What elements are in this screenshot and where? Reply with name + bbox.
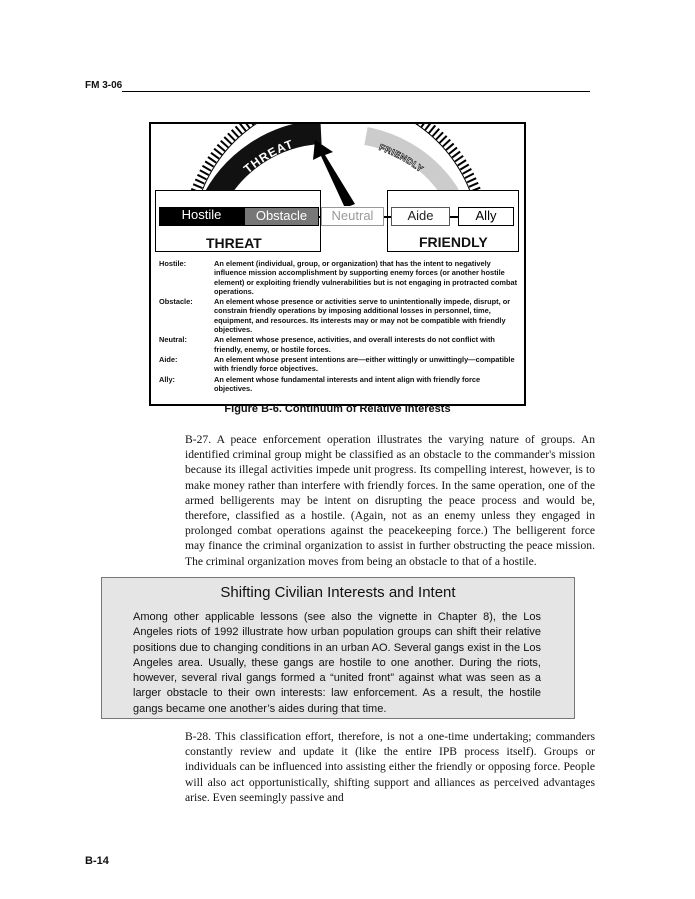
definition-text: An element whose presence or activities serve to unintentionally impede, disrupt, or constrain friendly operations by imposing additional losses in personnel, time, equipment, and resources. Its interests may or may not be compatible with friendly objectives. [214,297,511,335]
header-rule [122,91,590,92]
definition-row [159,335,519,354]
category-aide: Aide [391,207,450,226]
definition-term: Obstacle: [159,297,193,307]
page-number: B-14 [85,855,109,867]
definition-text: An element whose present intentions are—either wittingly or unwittingly—compatible with friendly force objectives. [214,354,515,374]
definition-row [159,375,519,394]
group-label-threat: THREAT [206,235,262,251]
dial-friendly-text: FRIENDLY [377,142,426,175]
running-header: FM 3-06 [85,80,123,91]
figure-continuum [149,122,526,406]
dial-threat-text: THREAT [240,136,296,177]
sidebar-title: Shifting Civilian Interests and Intent [220,584,456,601]
category-hostile: Hostile [159,207,244,226]
definitions-list [159,259,519,394]
paragraph-b28: B-28. This classification effort, therefore, is not a one-time undertaking; commanders constantly review and update it (like the entire IPB process itself). Groups or individuals can be influenced into assisting either the friendly or opposing force. People will also act opportunistically, shifting support and alliances as perceived advantages arise. Even seemingly passive and [185,730,595,804]
definition-row [159,259,519,296]
category-neutral: Neutral [321,207,384,226]
definition-row [159,355,519,374]
definition-row [159,297,519,334]
category-obstacle: Obstacle [244,207,319,226]
category-ally: Ally [458,207,514,226]
definition-term: Ally: [159,374,176,384]
definition-text: An element whose presence, activities, and overall interests do not conflict with friendly, enemy, or hostile forces. [214,335,495,354]
figure-caption: Figure B-6. Continuum of Relative Interests [224,403,451,415]
paragraph-b27: B-27. A peace enforcement operation illustrates the varying nature of groups. An identified criminal group might be classified as an obstacle to the commander's mission because its illegal activities impede unit progress. Its compelling interest, however, is to make money rather than interfere with friendly forces. In the same operation, one of the armed belligerents may be intent on disrupting the peace process and would be, therefore, classified as a hostile. (Again, not as an enemy unless they engaged in prolonged combat operations against the peacekeeping force.) The belligerent force may finance the criminal organization to assist in further obstructing the peace mission. The criminal organization moves from being an obstacle to that of a hostile. [185,433,595,568]
vignette-sidebar [101,577,575,719]
definition-text: An element whose fundamental interests and intent align with friendly force objectives. [214,374,481,393]
definition-term: Aide: [159,354,178,364]
definition-text: An element (individual, group, or organization) that has the intent to negatively influence mission accomplishment by supporting enemy forces (or another hostile element) or exploiting friendly vulnerabilities but is not engaging in protracted combat operations. [214,259,518,296]
sidebar-text: Among other applicable lessons (see also the vignette in Chapter 8), the Los Angeles riots of 1992 illustrate how urban population groups can shift their relative positions due to changing conditions in an urban AO. Several gangs exist in the Los Angeles area. Usually, these gangs are hostile to one another. During the riots, however, several rival gangs formed a “united front” against what was seen as a larger obstacle to their own interests: law enforcement. As a result, the hostile gangs became one another’s aides during that time. [133,611,541,715]
definition-term: Neutral: [159,335,187,345]
definition-term: Hostile: [159,259,187,268]
group-label-friendly: FRIENDLY [419,234,488,250]
